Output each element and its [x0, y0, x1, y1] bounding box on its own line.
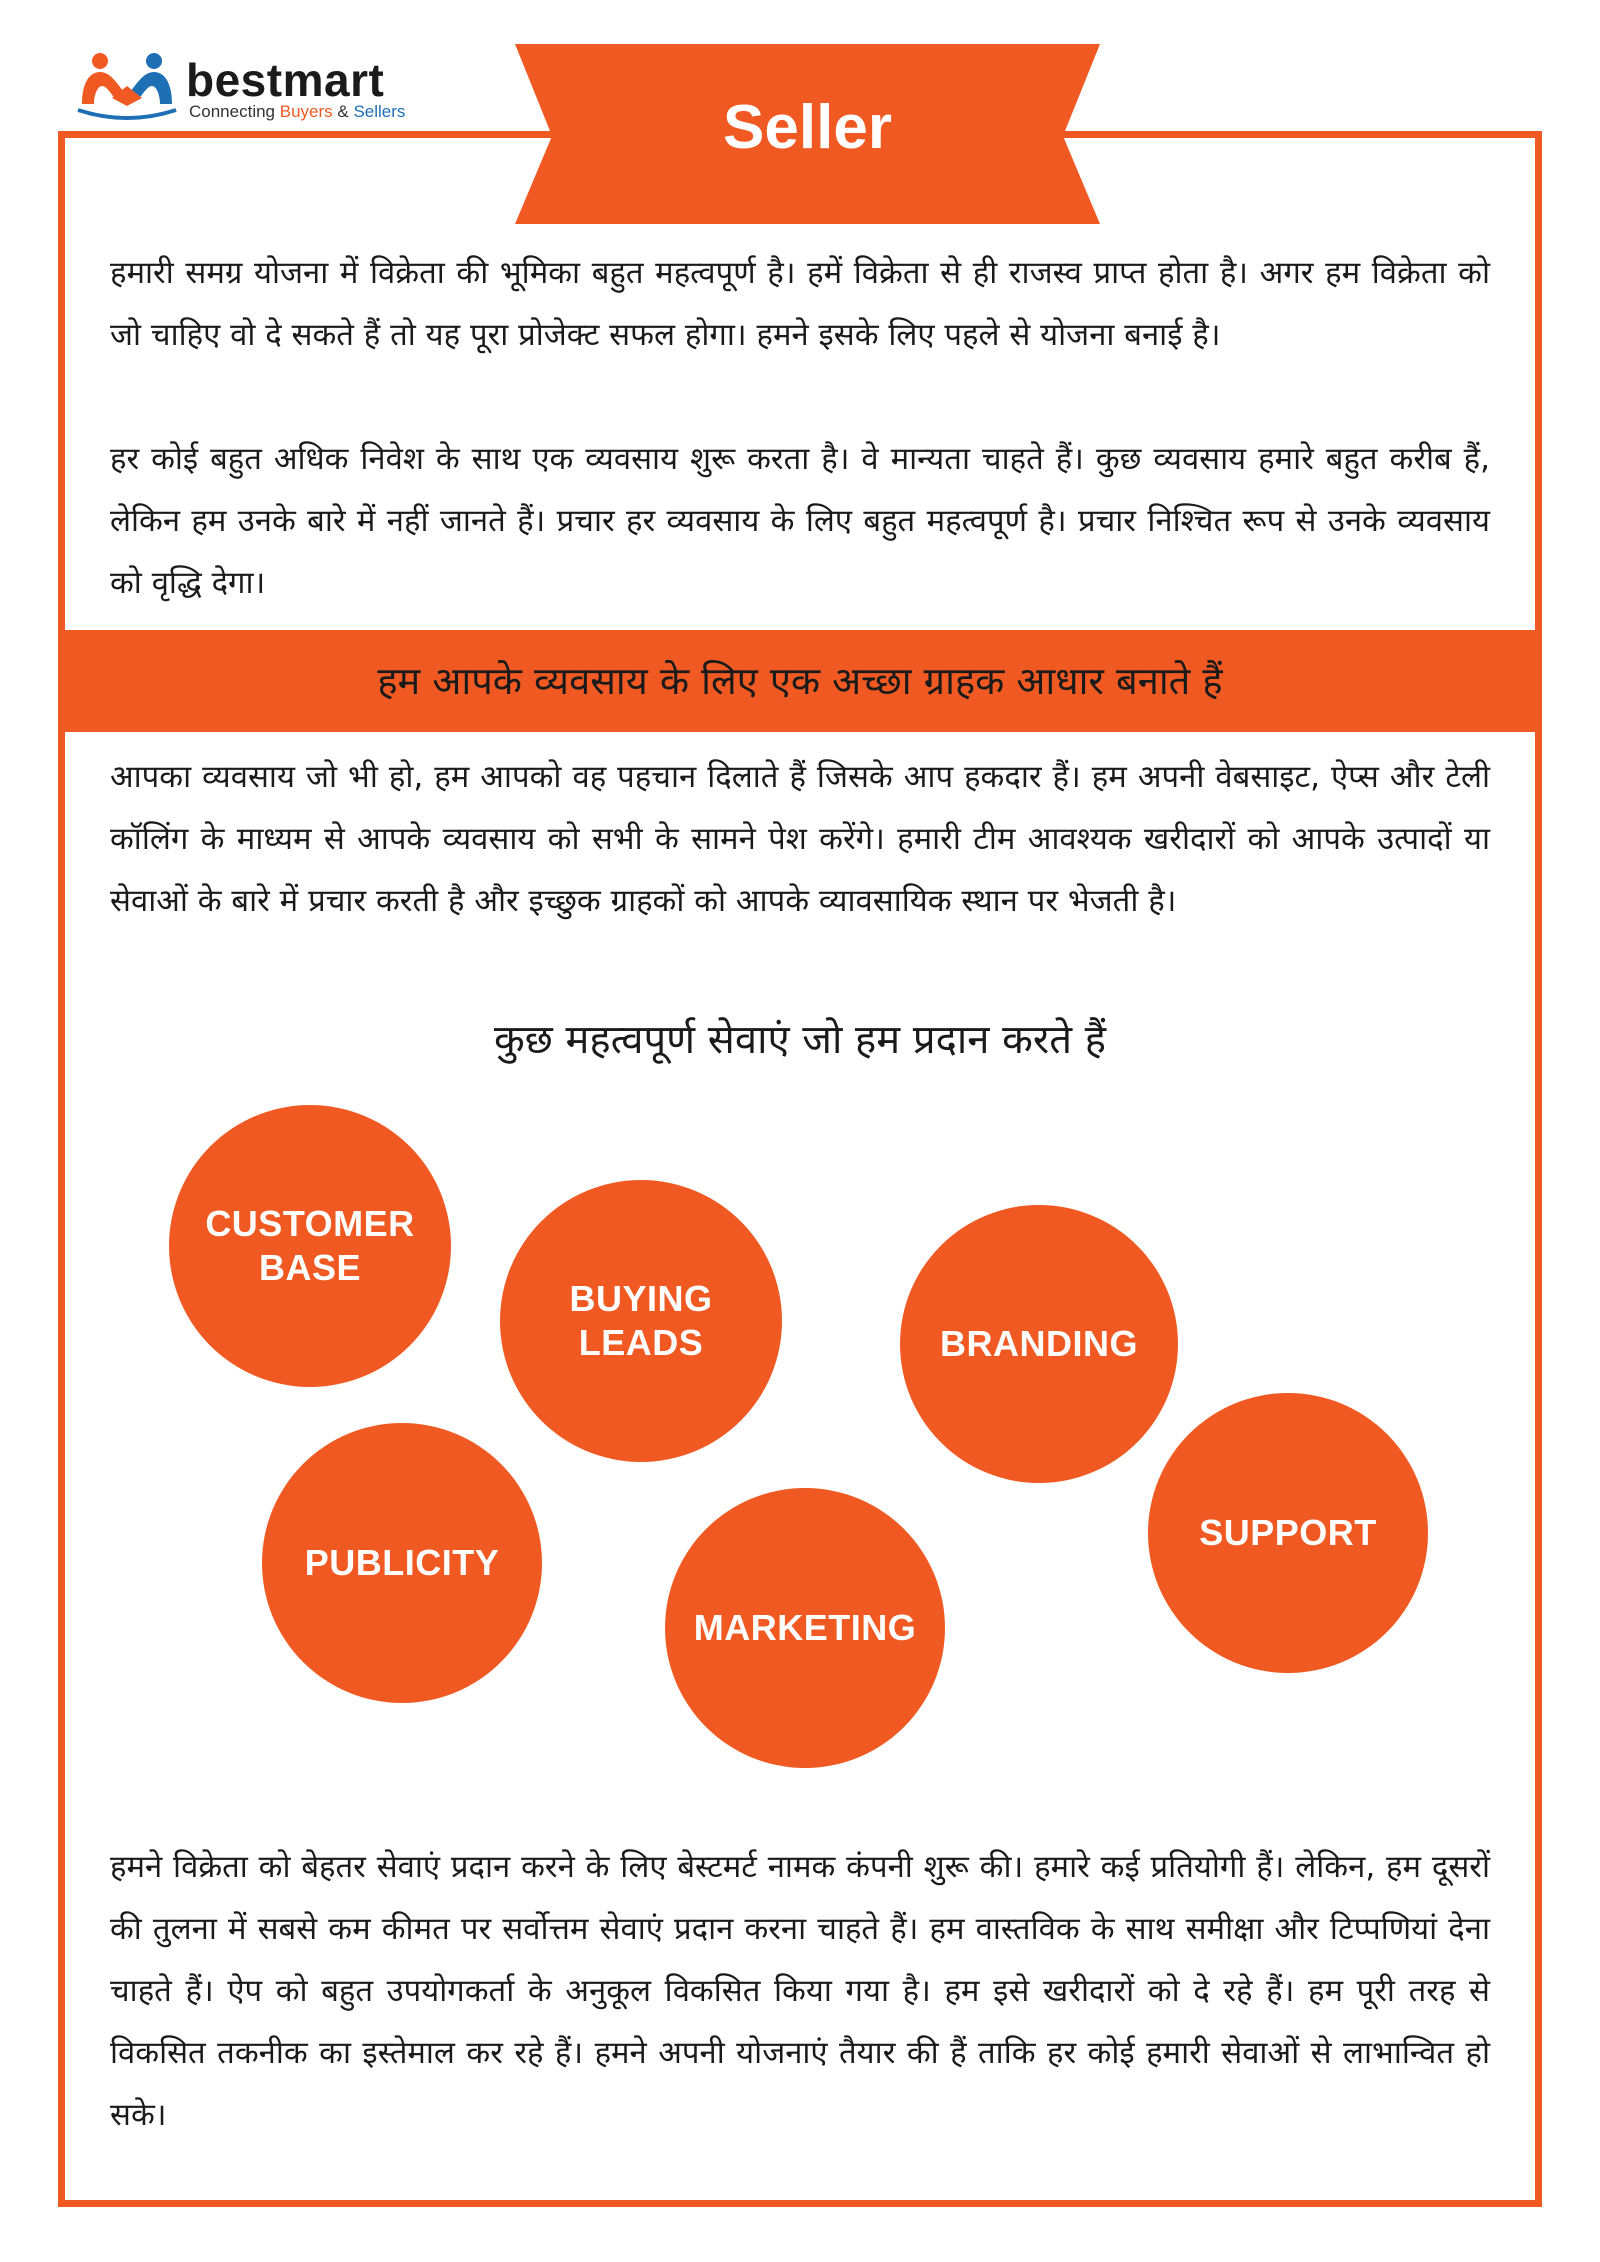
- banner-heading: हम आपके व्यवसाय के लिए एक अच्छा ग्राहक आधार बनाते हैं: [377, 659, 1223, 703]
- service-label: PUBLICITY: [304, 1542, 500, 1583]
- service-circle-marketing: [665, 1488, 945, 1768]
- service-circle-buying-leads: [500, 1180, 782, 1462]
- tagline-prefix: Connecting: [189, 102, 280, 121]
- service-label: BRANDING: [940, 1323, 1138, 1364]
- service-label: MARKETING: [693, 1607, 917, 1648]
- intro-paragraph-2: हर कोई बहुत अधिक निवेश के साथ एक व्यवसाय शुरू करता है। वे मान्यता चाहते हैं। कुछ व्यवसाय हमारे बहुत करीब हैं, लेकिन हम उनके बारे में नहीं जानते हैं। प्रचार हर व्यवसाय के लिए बहुत महत्वपूर्ण है। प्रचार निश्चित रूप से उनके व्यवसाय को वृद्धि देगा।: [110, 441, 1490, 601]
- services-heading: कुछ महत्वपूर्ण सेवाएं जो हम प्रदान करते हैं: [493, 1017, 1107, 1063]
- service-circle-customer-base: [169, 1105, 451, 1387]
- section-banner: [58, 630, 1542, 732]
- handshake-logo-icon: [76, 52, 186, 120]
- tagline-buyers: Buyers: [279, 102, 333, 121]
- service-circle-publicity: [262, 1423, 542, 1703]
- closing-paragraph: हमने विक्रेता को बेहतर सेवाएं प्रदान करने के लिए बेस्टमर्ट नामक कंपनी शुरू की। हमारे कई प्रतियोगी हैं। लेकिन, हम दूसरों की तुलना में सबसे कम कीमत पर सर्वोत्तम सेवाएं प्रदान करना चाहते हैं। हम वास्तविक के साथ समीक्षा और टिप्पणियां देना चाहते हैं। ऐप को बहुत उपयोगकर्ता के अनुकूल विकसित किया गया है। हम इसे खरीदारों को दे रहे हैं। हम पूरी तरह से विकसित तकनीक का इस्तेमाल कर रहे हैं। हमने अपनी योजनाएं तैयार की हैं ताकि हर कोई हमारी सेवाओं से लाभान्वित हो सके।: [110, 1849, 1490, 2133]
- section2-paragraph: आपका व्यवसाय जो भी हो, हम आपको वह पहचान दिलाते हैं जिसके आप हकदार हैं। हम अपनी वेबसाइट, ऐप्स और टेली कॉलिंग के माध्यम से आपके व्यवसाय को सभी के सामने पेश करेंगे। हमारी टीम आवश्यक खरीदारों को आपके उत्पादों या सेवाओं के बारे में प्रचार करती है और इच्छुक ग्राहकों को आपके व्यावसायिक स्थान पर भेजती है।: [110, 759, 1490, 919]
- tagline-amp: &: [332, 102, 354, 121]
- ribbon-title: Seller: [723, 93, 892, 162]
- title-ribbon: [515, 44, 1100, 224]
- service-circle-support: [1148, 1393, 1428, 1673]
- intro-paragraph-1: हमारी समग्र योजना में विक्रेता की भूमिका बहुत महत्वपूर्ण है। हमें विक्रेता से ही राजस्व प्राप्त होता है। अगर हम विक्रेता को जो चाहिए वो दे सकते हैं तो यह पूरा प्रोजेक्ट सफल होगा। हमने इसके लिए पहले से योजना बनाई है।: [110, 255, 1490, 353]
- brand-tagline: [189, 102, 405, 122]
- service-circle-branding: [900, 1205, 1178, 1483]
- service-label: CUSTOMER BASE: [205, 1203, 415, 1288]
- service-label: BUYING LEADS: [569, 1278, 713, 1363]
- brand-logo[interactable]: [76, 52, 456, 122]
- service-label: SUPPORT: [1199, 1512, 1377, 1553]
- tagline-sellers: Sellers: [353, 102, 406, 121]
- brand-name: bestmart: [186, 54, 385, 106]
